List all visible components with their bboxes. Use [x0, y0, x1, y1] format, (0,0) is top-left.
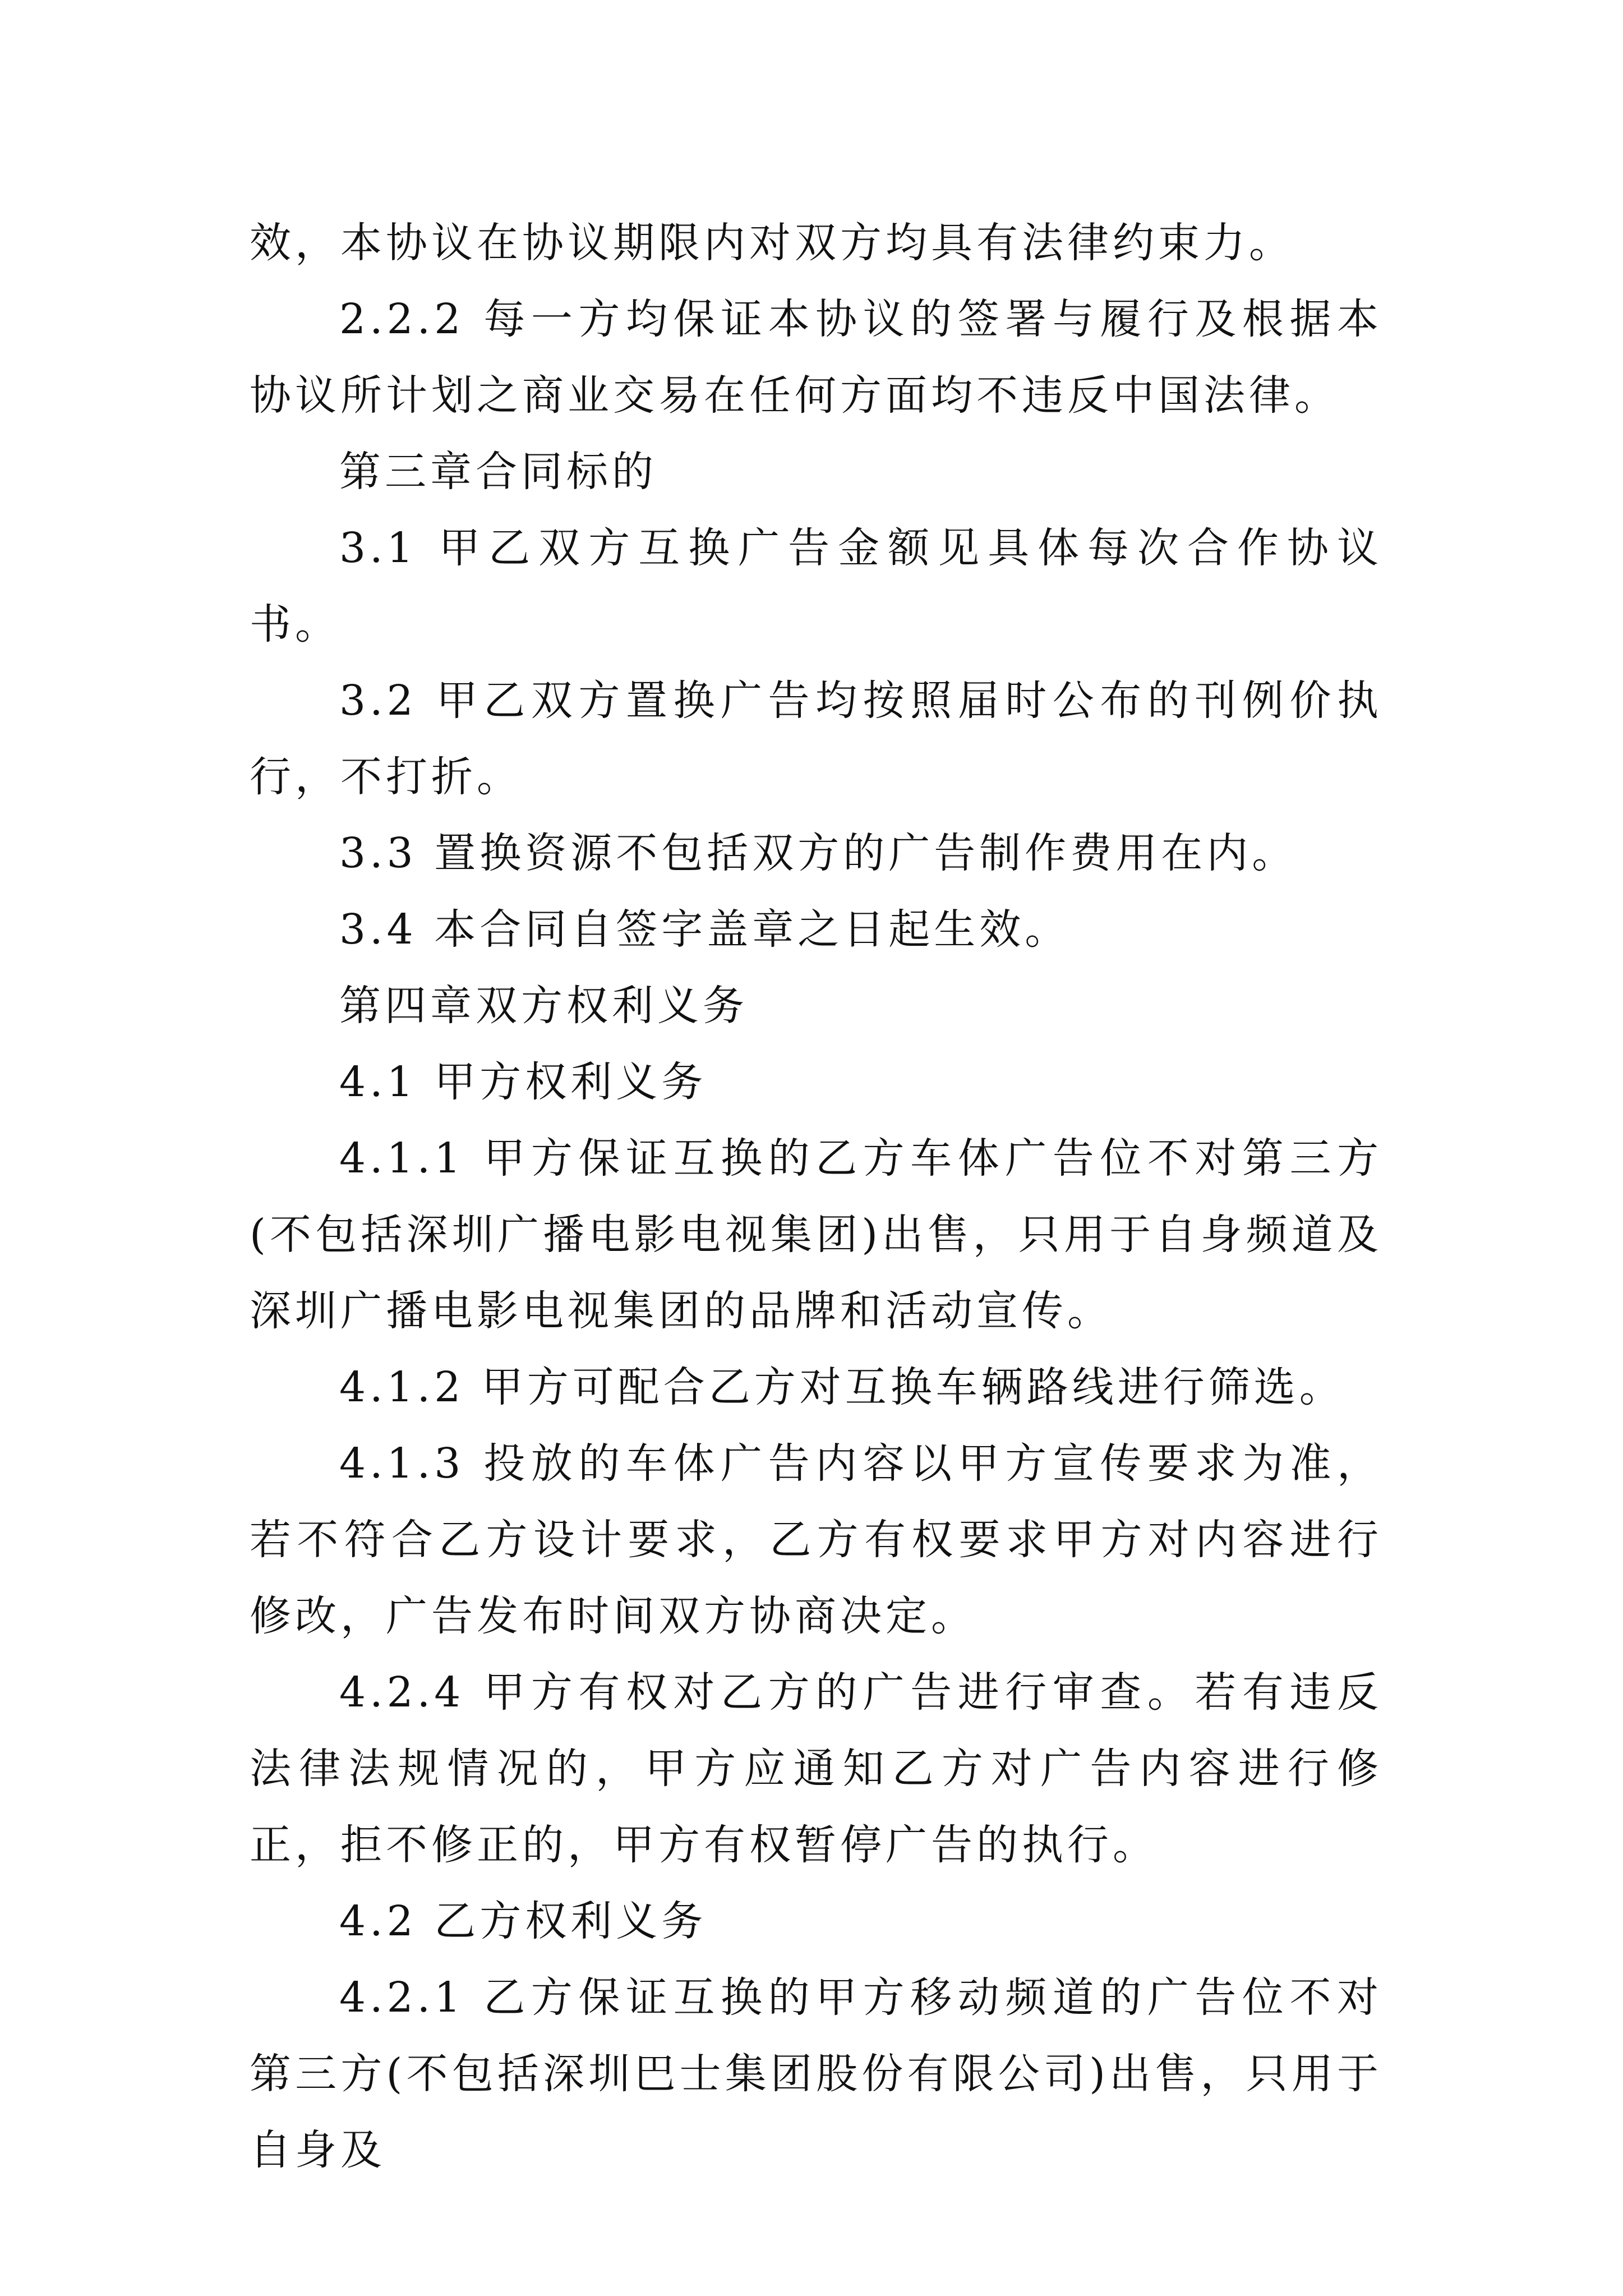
paragraph-clause-4-2-4: 4.2.4 甲方有权对乙方的广告进行审查。若有违反法律法规情况的，甲方应通知乙方对广告内容进行修正，拒不修正的，甲方有权暂停广告的执行。 — [250, 1668, 1382, 1869]
paragraph-continuation: 效，本协议在协议期限内对双方均具有法律约束力。 — [250, 219, 1294, 267]
paragraph-clause-4-1-3: 4.1.3 投放的车体广告内容以甲方宣传要求为准，若不符合乙方设计要求，乙方有权要求甲方对内容进行修改，广告发布时间双方协商决定。 — [250, 1439, 1382, 1640]
section-heading-4-2: 4.2 乙方权利义务 — [339, 1897, 707, 1945]
paragraph-clause-3-2: 3.2 甲乙双方置换广告均按照届时公布的刊例价执行，不打折。 — [250, 677, 1382, 801]
chapter-heading-3: 第三章合同标的 — [339, 448, 657, 496]
paragraph-clause-2-2-2: 2.2.2 每一方均保证本协议的签署与履行及根据本协议所计划之商业交易在任何方面均不违反中国法律。 — [250, 295, 1382, 420]
paragraph-clause-4-1-2: 4.1.2 甲方可配合乙方对互换车辆路线进行筛选。 — [339, 1363, 1345, 1411]
paragraph-clause-3-3: 3.3 置换资源不包括双方的广告制作费用在内。 — [339, 829, 1298, 877]
section-heading-4-1: 4.1 甲方权利义务 — [339, 1058, 707, 1106]
document-body — [250, 205, 1382, 2188]
paragraph-clause-4-1-1: 4.1.1 甲方保证互换的乙方车体广告位不对第三方(不包括深圳广播电影电视集团)出售，只用于自身频道及深圳广播电影电视集团的品牌和活动宣传。 — [250, 1134, 1382, 1335]
paragraph-clause-3-4: 3.4 本合同自签字盖章之日起生效。 — [339, 905, 1071, 954]
paragraph-clause-4-2-1: 4.2.1 乙方保证互换的甲方移动频道的广告位不对第三方(不包括深圳巴士集团股份有限公司)出售，只用于自身及 — [250, 1973, 1382, 2174]
chapter-heading-4: 第四章双方权利义务 — [339, 982, 748, 1030]
paragraph-clause-3-1: 3.1 甲乙双方互换广告金额见具体每次合作协议书。 — [250, 524, 1382, 648]
